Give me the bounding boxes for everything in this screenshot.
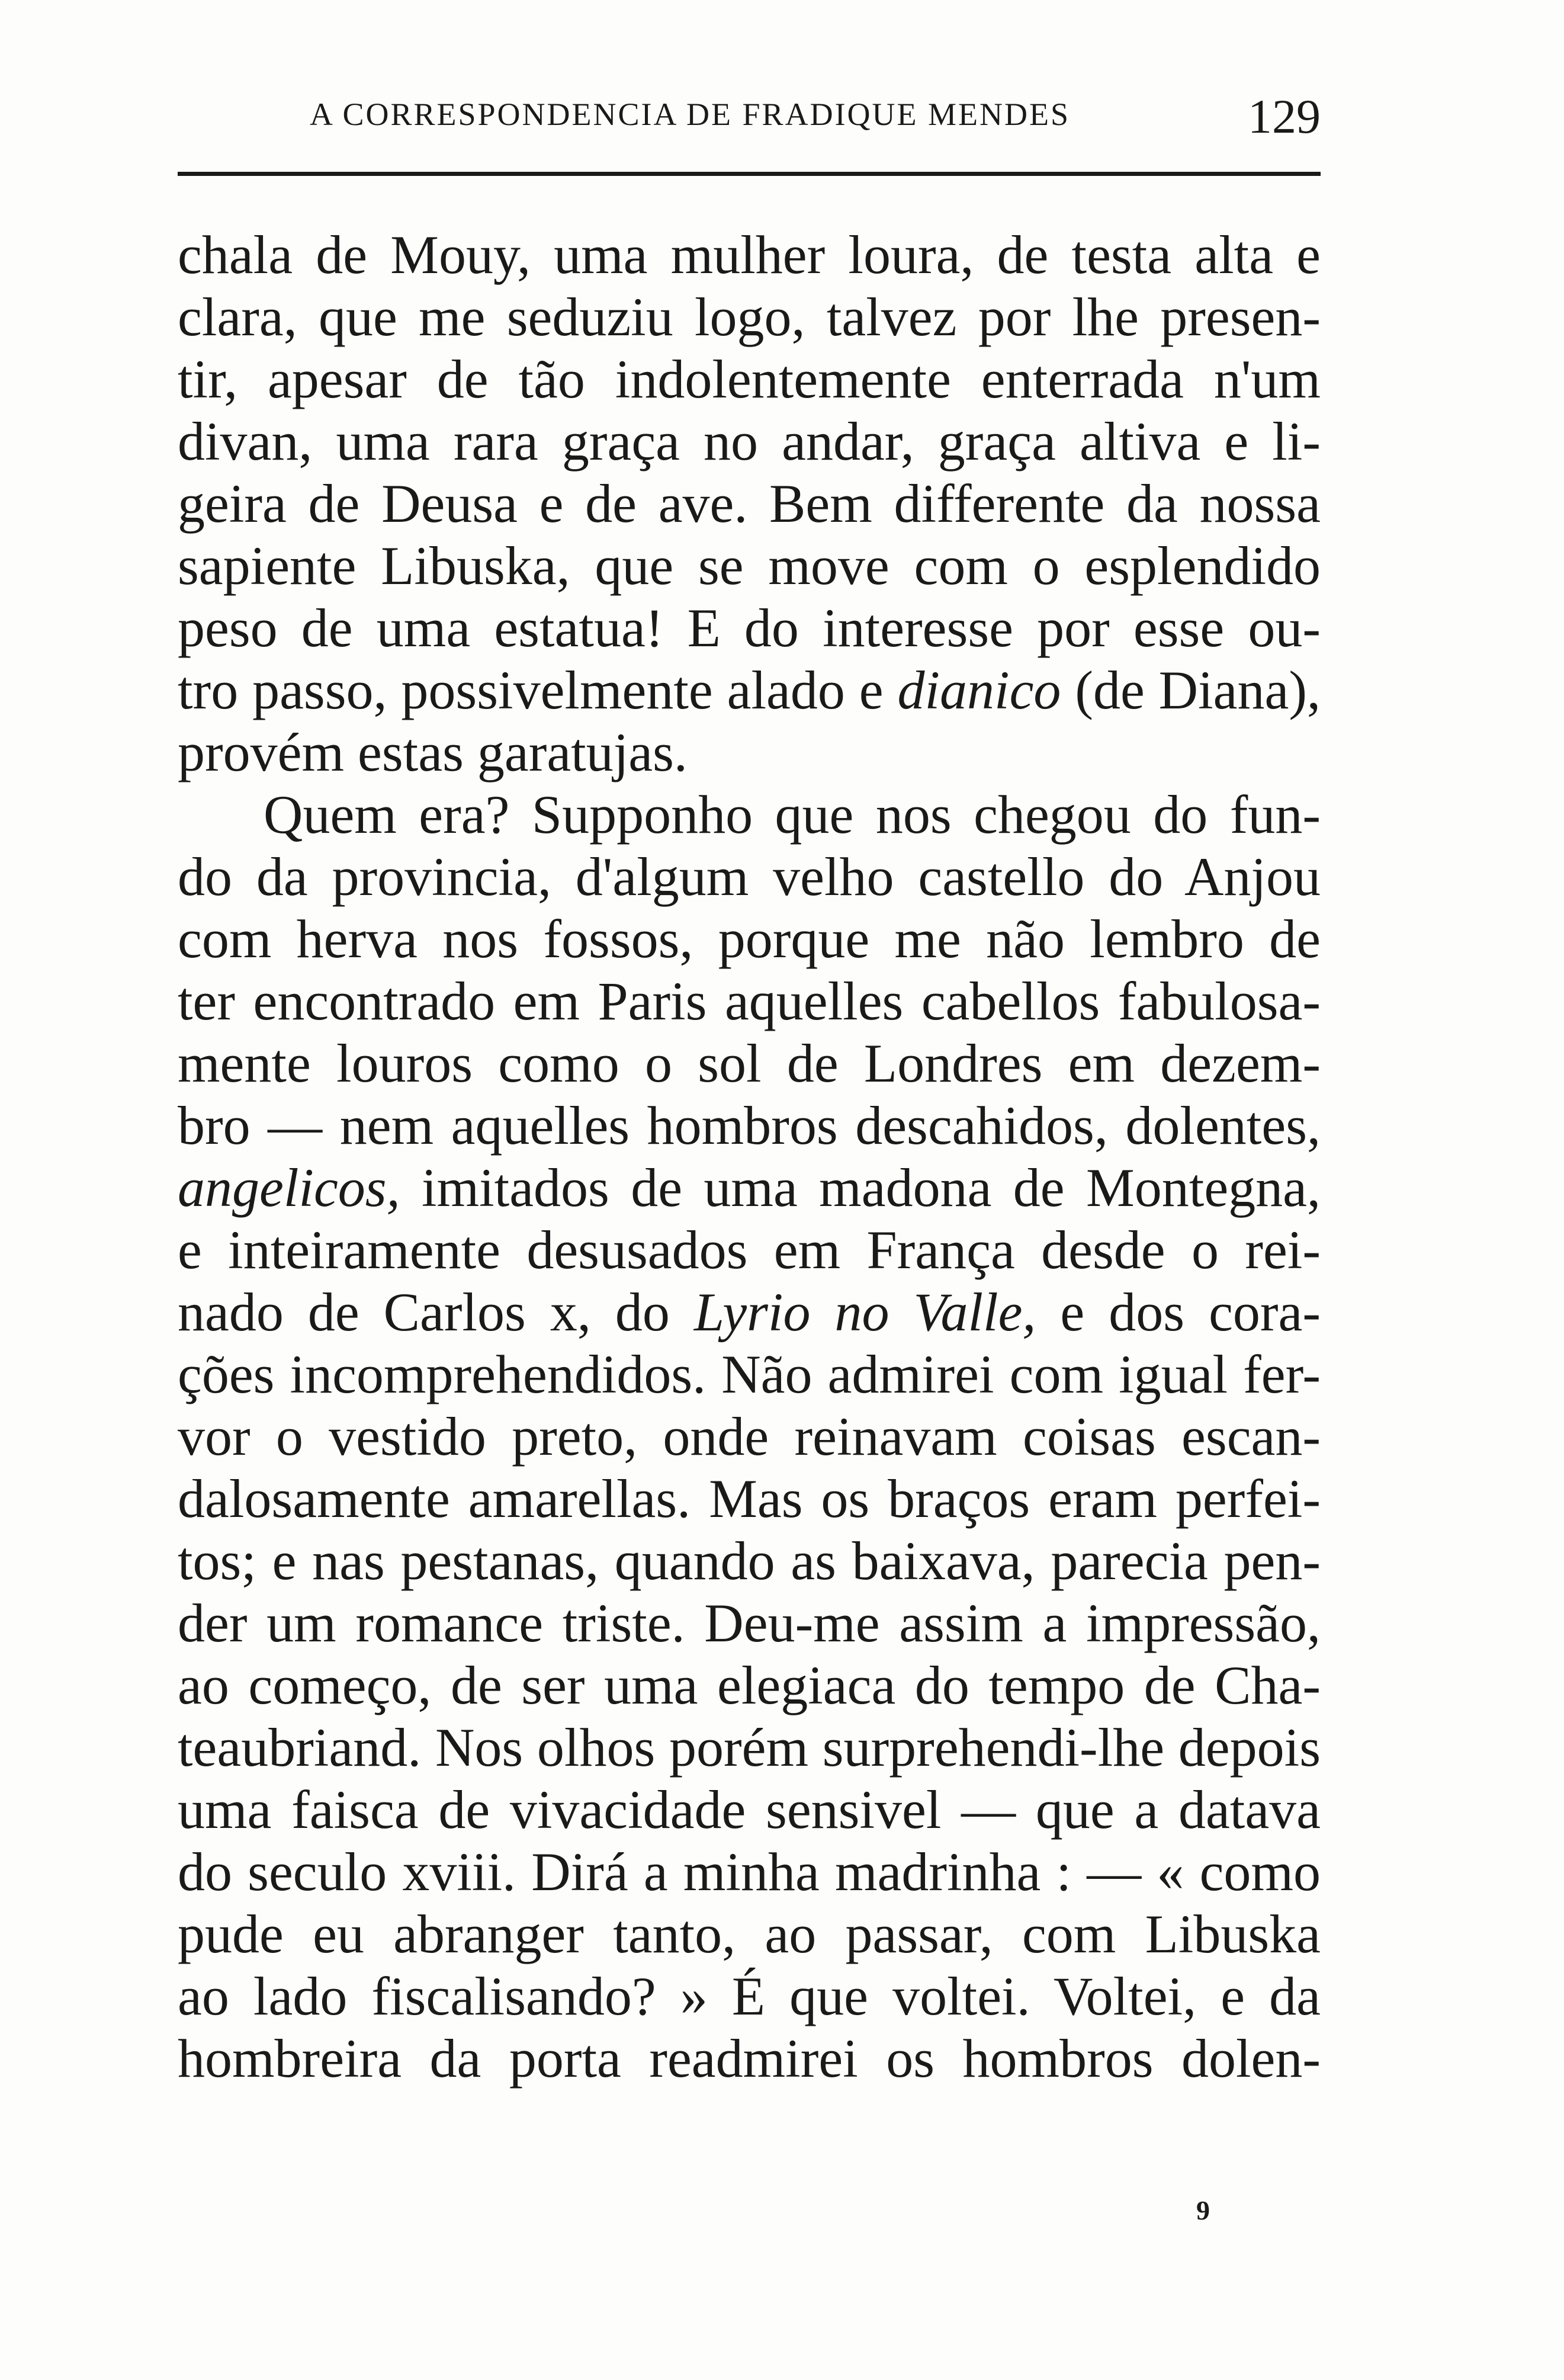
text-line: ao lado fiscalisando? » É que voltei. Voltei, e da xyxy=(178,1966,1321,2026)
text-segment: imitados de uma madona de Montegna, xyxy=(400,1157,1321,1218)
text-line: com herva nos fossos, porque me não lembro de xyxy=(178,909,1321,969)
text-line: clara, que me seduziu logo, talvez por lhe presen- xyxy=(178,287,1321,347)
text-segment: nado de Carlos x, do xyxy=(178,1282,694,1342)
italic-word: angelicos, xyxy=(178,1157,400,1218)
text-segment: tro passo, possivelmente alado e xyxy=(178,660,898,720)
text-line: ter encontrado em Paris aquelles cabellos fabulosa- xyxy=(178,971,1321,1031)
italic-word: dianico xyxy=(897,660,1061,720)
text-line: mente louros como o sol de Londres em dezem- xyxy=(178,1033,1321,1093)
text-line: do da provincia, d'algum velho castello do Anjou xyxy=(178,846,1321,907)
text-line: ao começo, de ser uma elegiaca do tempo de Cha- xyxy=(178,1655,1321,1715)
text-line: Quem era? Supponho que nos chegou do fun- xyxy=(264,784,1321,845)
text-line: tir, apesar de tão indolentemente enterrada n'um xyxy=(178,349,1321,409)
text-line: provém estas garatujas. xyxy=(178,722,688,782)
text-line xyxy=(178,1281,1321,1343)
text-line: do seculo xviii. Dirá a minha madrinha : — « como xyxy=(178,1842,1321,1902)
text-line: tos; e nas pestanas, quando as baixava, parecia pen- xyxy=(178,1531,1321,1591)
text-line: pude eu abranger tanto, ao passar, com Libuska xyxy=(178,1904,1321,1964)
text-line: ções incomprehendidos. Não admirei com igual fer- xyxy=(178,1344,1321,1404)
text-line: teaubriand. Nos olhos porém surprehendi-lhe depois xyxy=(178,1717,1321,1778)
text-line: dalosamente amarellas. Mas os braços eram perfei- xyxy=(178,1468,1321,1529)
text-line: hombreira da porta readmirei os hombros dolen- xyxy=(178,2028,1321,2089)
text-line xyxy=(178,659,1321,721)
text-line: peso de uma estatua! E do interesse por esse ou- xyxy=(178,598,1321,658)
body-text xyxy=(178,224,1321,2090)
text-line: sapiente Libuska, que se move com o esplendido xyxy=(178,535,1321,596)
italic-title: Lyrio no Valle, xyxy=(693,1282,1036,1342)
text-line: uma faisca de vivacidade sensivel — que a datava xyxy=(178,1779,1321,1840)
text-segment: (de Diana), xyxy=(1061,660,1321,720)
page-header xyxy=(178,89,1321,160)
text-line: divan, uma rara graça no andar, graça altiva e li- xyxy=(178,411,1321,471)
text-segment: e dos cora- xyxy=(1036,1282,1321,1342)
text-line: der um romance triste. Deu-me assim a impressão, xyxy=(178,1593,1321,1653)
page-number: 129 xyxy=(1248,89,1321,143)
text-line xyxy=(178,1157,1321,1219)
text-line: bro — nem aquelles hombros descahidos, dolentes, xyxy=(178,1095,1321,1156)
text-line: vor o vestido preto, onde reinavam coisas escan- xyxy=(178,1406,1321,1467)
running-title: A CORRESPONDENCIA DE FRADIQUE MENDES xyxy=(309,97,1071,132)
header-rule xyxy=(178,172,1321,176)
text-line: e inteiramente desusados em França desde o rei- xyxy=(178,1220,1321,1280)
text-line: geira de Deusa e de ave. Bem differente da nossa xyxy=(178,473,1321,534)
signature-mark: 9 xyxy=(1196,2195,1210,2225)
text-line: chala de Mouy, uma mulher loura, de testa alta e xyxy=(178,224,1321,285)
